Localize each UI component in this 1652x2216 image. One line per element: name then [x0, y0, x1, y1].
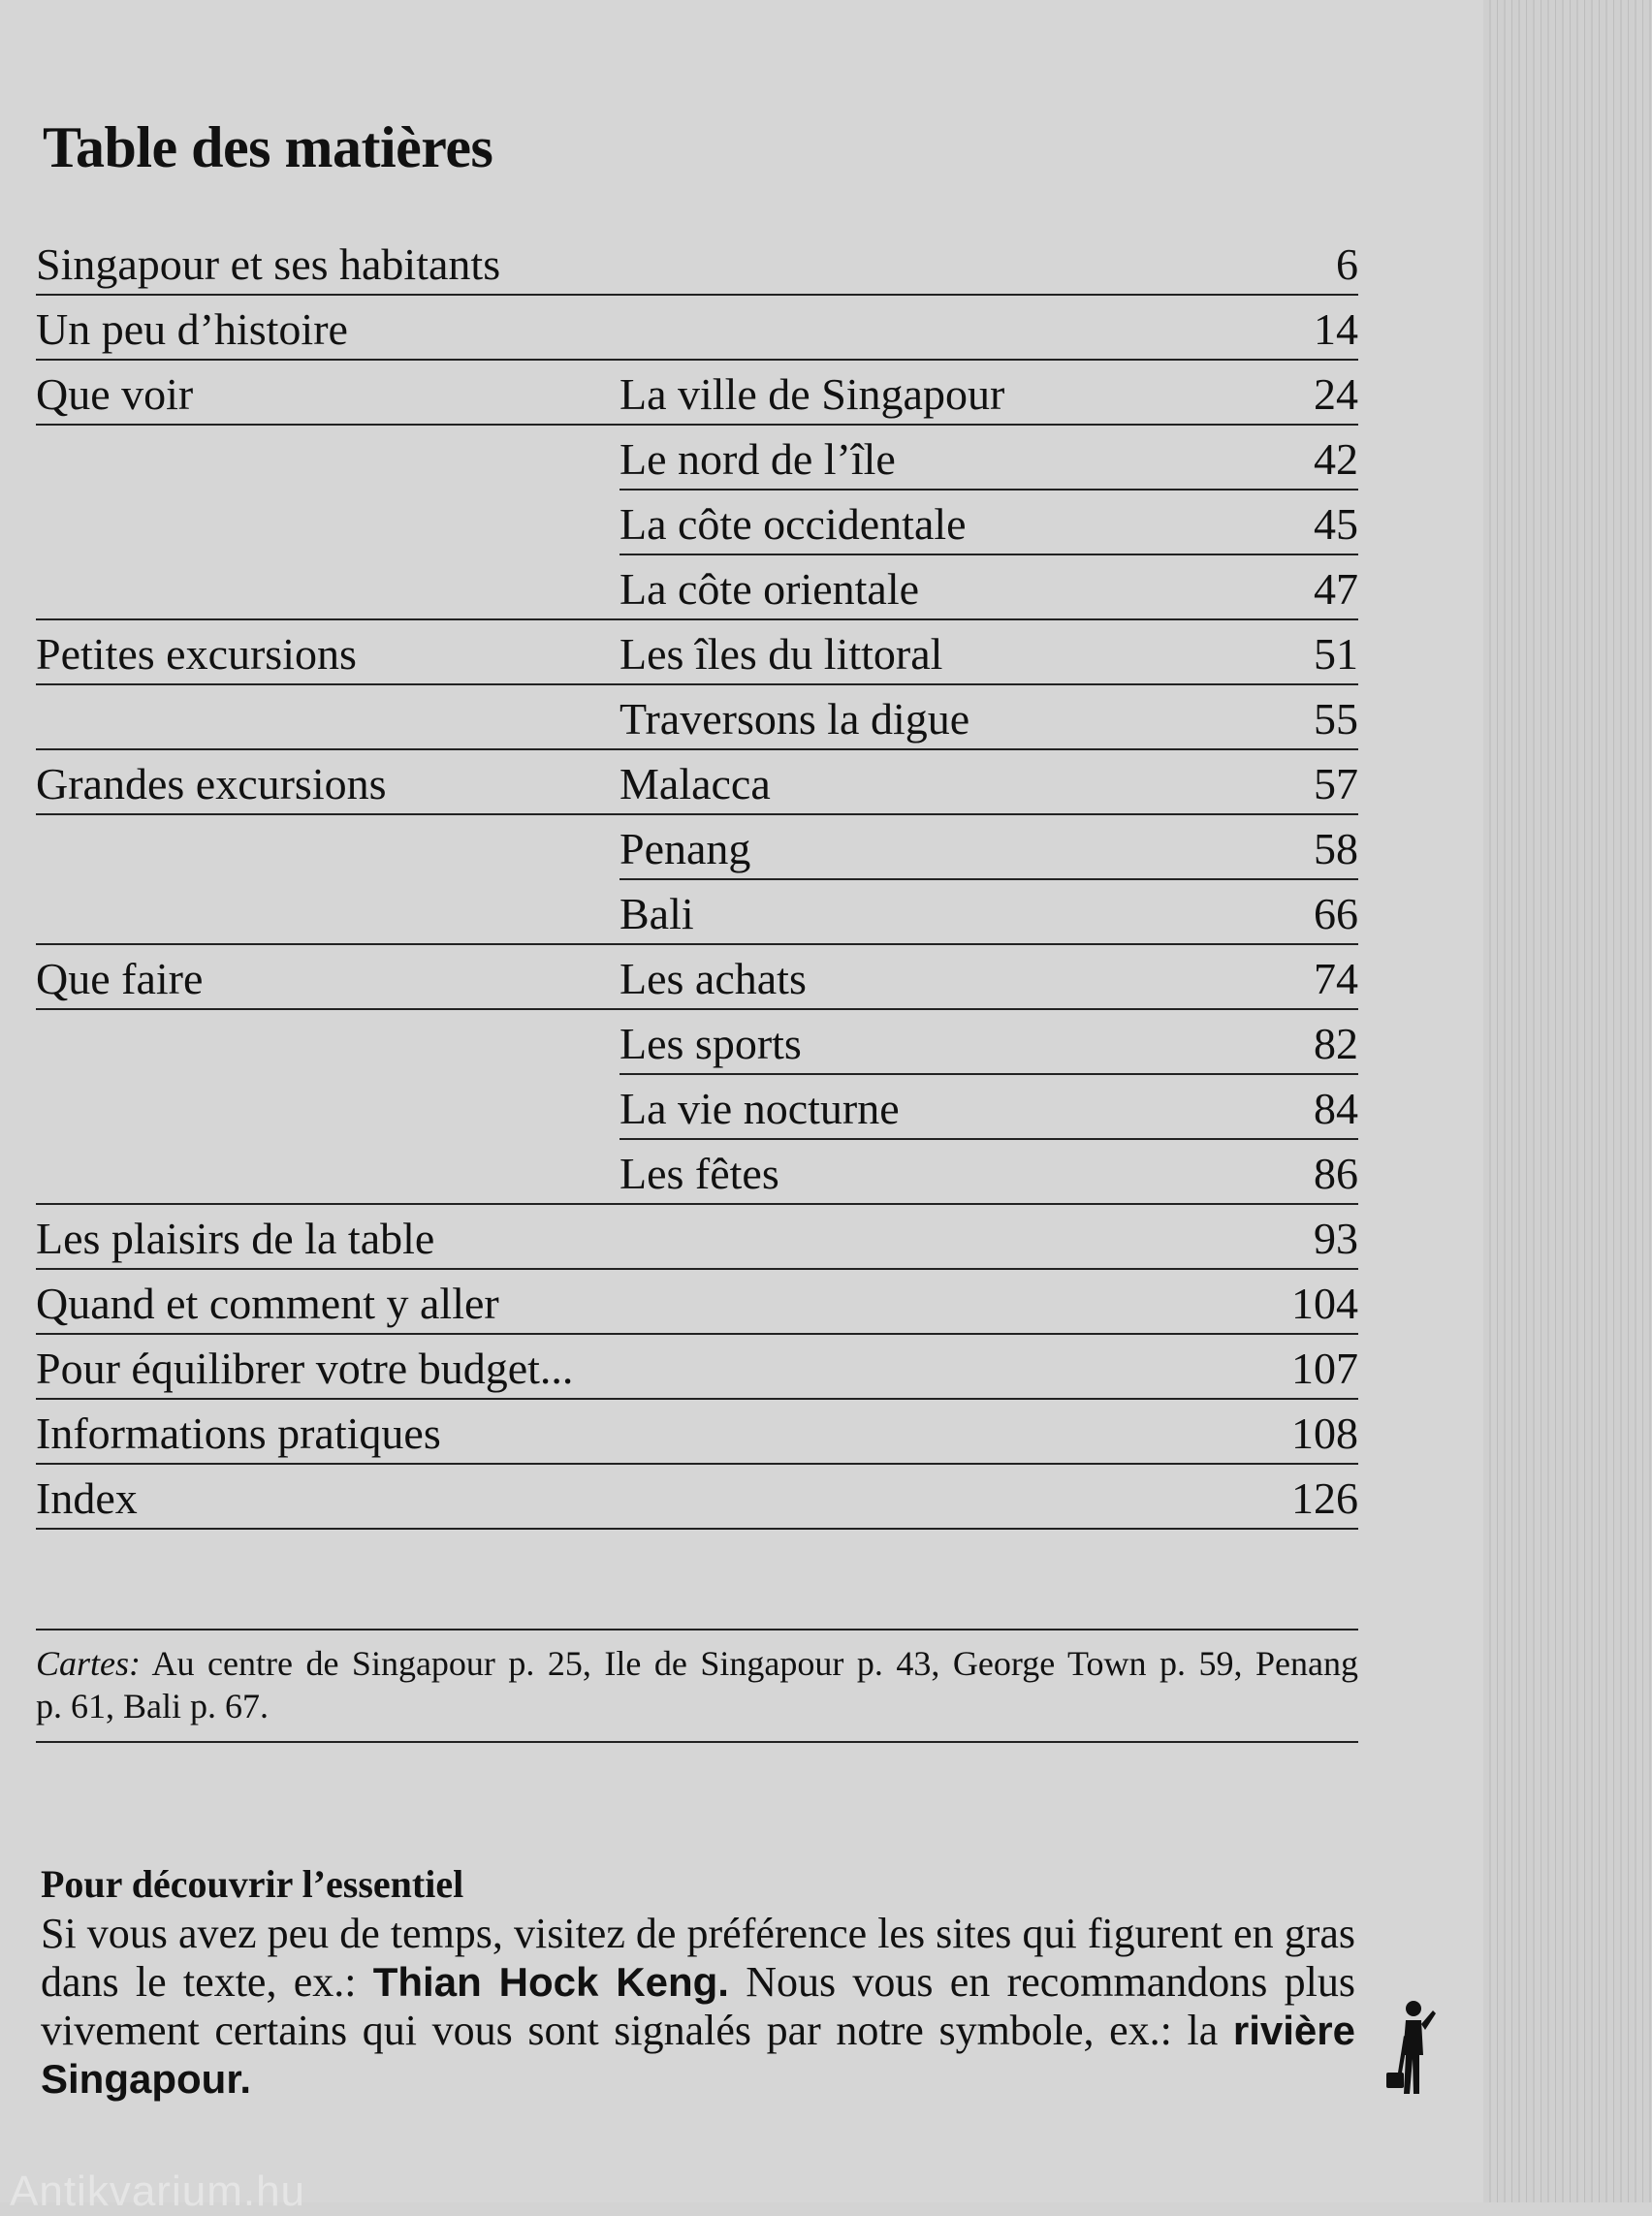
toc-row — [36, 945, 1358, 1010]
toc-row — [36, 880, 1358, 945]
toc-page-number: 84 — [1314, 1084, 1358, 1133]
toc-subsection: Les îles du littoral — [620, 629, 943, 679]
toc-section: Pour équilibrer votre budget... — [36, 1344, 574, 1393]
toc-row — [36, 296, 1358, 361]
toc-section: Index — [36, 1473, 138, 1523]
watermark: Antikvarium.hu — [10, 2168, 306, 2215]
toc-page-number: 82 — [1314, 1019, 1358, 1068]
toc-page-number: 108 — [1291, 1409, 1358, 1458]
toc-subsection: Traversons la digue — [620, 694, 970, 744]
toc-row — [36, 1465, 1358, 1530]
toc-page-number: 126 — [1291, 1473, 1358, 1523]
toc-section: Que faire — [36, 954, 204, 1003]
essentials-bold-1: Thian Hock Keng. — [372, 1959, 729, 2005]
toc-page-number: 51 — [1314, 629, 1358, 679]
toc-page-number: 57 — [1314, 759, 1358, 808]
toc-subsection: Penang — [620, 824, 751, 873]
page-title: Table des matières — [43, 115, 493, 179]
toc-subsection: Malacca — [620, 759, 771, 808]
toc-row — [36, 555, 1358, 620]
toc-page-number: 74 — [1314, 954, 1358, 1003]
toc-row — [36, 1335, 1358, 1400]
toc-section: Les plaisirs de la table — [36, 1214, 435, 1263]
essentials-heading: Pour découvrir l’essentiel — [41, 1862, 464, 1906]
toc-row — [36, 1270, 1358, 1335]
toc-subsection: La côte orientale — [620, 564, 920, 614]
toc-section: Quand et comment y aller — [36, 1279, 499, 1328]
toc-page-number: 58 — [1314, 824, 1358, 873]
tourist-figure-icon — [1377, 1997, 1445, 2104]
toc-row — [36, 1205, 1358, 1270]
toc-section: Un peu d’histoire — [36, 304, 348, 354]
table-of-contents — [36, 231, 1358, 1530]
toc-row — [36, 1140, 1358, 1205]
toc-page-number: 14 — [1314, 304, 1358, 354]
toc-row — [36, 1010, 1358, 1075]
toc-page-number: 86 — [1314, 1149, 1358, 1198]
toc-row — [36, 231, 1358, 296]
toc-row — [36, 685, 1358, 750]
toc-row — [36, 491, 1358, 555]
toc-subsection: La ville de Singapour — [620, 369, 1005, 419]
toc-page-number: 45 — [1314, 499, 1358, 549]
toc-page-number: 24 — [1314, 369, 1358, 419]
toc-subsection: Le nord de l’île — [620, 434, 896, 484]
toc-page-number: 107 — [1291, 1344, 1358, 1393]
essentials-paragraph — [41, 1910, 1355, 2104]
toc-section: Singapour et ses habitants — [36, 239, 501, 289]
maps-note — [36, 1629, 1358, 1743]
toc-row — [36, 1075, 1358, 1140]
toc-row — [36, 620, 1358, 685]
toc-subsection: La vie nocturne — [620, 1084, 900, 1133]
page-edge — [1483, 0, 1652, 2202]
essentials-text-2: Nous vous en recommandons plus vivement certains qui vous sont signalés par notre symbole, ex.: la — [41, 1958, 1356, 2054]
toc-subsection: La côte occidentale — [620, 499, 967, 549]
toc-page-number: 42 — [1314, 434, 1358, 484]
toc-row — [36, 361, 1358, 426]
toc-page-number: 93 — [1314, 1214, 1358, 1263]
maps-label: Cartes: — [36, 1644, 141, 1683]
toc-row — [36, 815, 1358, 880]
toc-rule — [36, 1528, 1358, 1530]
toc-page-number: 55 — [1314, 694, 1358, 744]
toc-row — [36, 750, 1358, 815]
toc-page-number: 6 — [1336, 239, 1358, 289]
essentials-bold-2: rivière Singapour. — [41, 2008, 1355, 2102]
toc-subsection: Les sports — [620, 1019, 802, 1068]
toc-row — [36, 426, 1358, 491]
toc-row — [36, 1400, 1358, 1465]
toc-page-number: 47 — [1314, 564, 1358, 614]
toc-subsection: Les fêtes — [620, 1149, 779, 1198]
toc-subsection: Bali — [620, 889, 694, 938]
toc-section: Petites excursions — [36, 629, 357, 679]
toc-subsection: Les achats — [620, 954, 807, 1003]
maps-text: Au centre de Singapour p. 25, Ile de Singapour p. 43, George Town p. 59, Penang p. 61, Bali p. 67. — [36, 1644, 1358, 1725]
essentials-text-1: Si vous avez peu de temps, visitez de préférence les sites qui figurent en gras dans le texte, ex.: — [41, 1910, 1355, 2006]
toc-page-number: 66 — [1314, 889, 1358, 938]
toc-section: Grandes excursions — [36, 759, 387, 808]
toc-section: Que voir — [36, 369, 194, 419]
toc-section: Informations pratiques — [36, 1409, 441, 1458]
toc-page-number: 104 — [1291, 1279, 1358, 1328]
